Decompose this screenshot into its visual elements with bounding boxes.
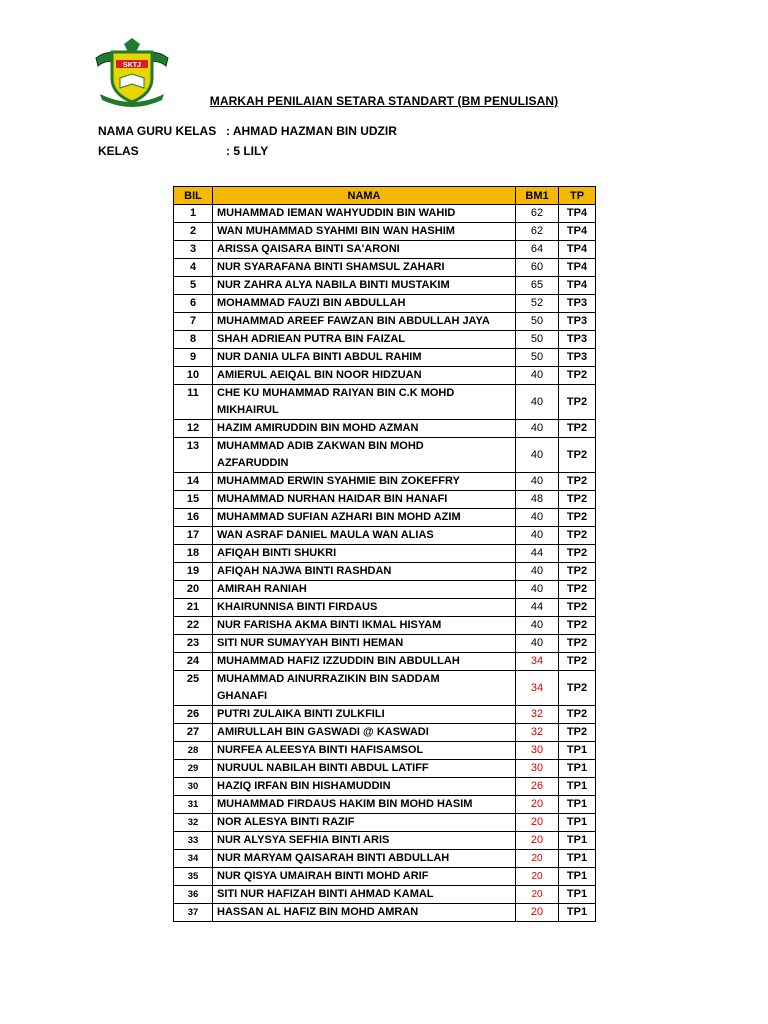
table-row — [174, 814, 596, 832]
table-row — [174, 509, 596, 527]
cell-nama-line: MOHAMMAD FAUZI BIN ABDULLAH — [217, 297, 406, 309]
cell-bil: 33 — [174, 832, 213, 850]
cell-tp: TP1 — [559, 850, 596, 868]
cell-bil: 16 — [174, 509, 213, 527]
cell-bil: 18 — [174, 545, 213, 563]
cell-tp: TP2 — [559, 706, 596, 724]
cell-nama-line: NURFEA ALEESYA BINTI HAFISAMSOL — [217, 744, 424, 756]
cell-nama-line-2: MIKHAIRUL — [217, 404, 279, 416]
table-row — [174, 581, 596, 599]
cell-nama-line: MUHAMMAD IEMAN WAHYUDDIN BIN WAHID — [217, 207, 456, 219]
cell-bil: 19 — [174, 563, 213, 581]
cell-bil: 1 — [174, 205, 213, 223]
table-row — [174, 527, 596, 545]
cell-bm1: 34 — [516, 653, 559, 671]
cell-nama-line: SITI NUR SUMAYYAH BINTI HEMAN — [217, 637, 404, 649]
cell-tp: TP3 — [559, 313, 596, 331]
cell-bm1: 40 — [516, 617, 559, 635]
cell-tp: TP2 — [559, 473, 596, 491]
cell-nama — [213, 527, 516, 545]
cell-bil: 10 — [174, 367, 213, 385]
cell-nama-line: AFIQAH BINTI SHUKRI — [217, 547, 337, 559]
cell-nama-line: NUR MARYAM QAISARAH BINTI ABDULLAH — [217, 852, 450, 864]
cell-nama — [213, 706, 516, 724]
table-row — [174, 420, 596, 438]
cell-nama — [213, 563, 516, 581]
cell-nama — [213, 295, 516, 313]
cell-nama-line-2: AZFARUDDIN — [217, 457, 289, 469]
document-title: MARKAH PENILAIAN SETARA STANDART (BM PENULISAN) — [209, 94, 559, 108]
cell-nama-line: WAN ASRAF DANIEL MAULA WAN ALIAS — [217, 529, 434, 541]
cell-nama — [213, 904, 516, 922]
cell-tp: TP1 — [559, 832, 596, 850]
cell-tp: TP4 — [559, 205, 596, 223]
cell-bm1: 20 — [516, 868, 559, 886]
table-row — [174, 653, 596, 671]
cell-nama-line: SITI NUR HAFIZAH BINTI AHMAD KAMAL — [217, 888, 434, 900]
cell-tp: TP2 — [559, 385, 596, 420]
cell-bm1: 50 — [516, 331, 559, 349]
cell-tp: TP2 — [559, 545, 596, 563]
cell-bm1: 50 — [516, 313, 559, 331]
cell-tp: TP2 — [559, 635, 596, 653]
cell-nama-line-2: GHANAFI — [217, 690, 268, 702]
cell-bm1: 20 — [516, 904, 559, 922]
table-row — [174, 742, 596, 760]
cell-bm1: 30 — [516, 760, 559, 778]
cell-bil: 29 — [174, 760, 213, 778]
cell-nama-line: HAZIM AMIRUDDIN BIN MOHD AZMAN — [217, 422, 419, 434]
cell-nama — [213, 420, 516, 438]
cell-bm1: 62 — [516, 223, 559, 241]
table-row — [174, 599, 596, 617]
cell-tp: TP3 — [559, 349, 596, 367]
cell-nama-line: NUR DANIA ULFA BINTI ABDUL RAHIM — [217, 351, 422, 363]
cell-nama — [213, 814, 516, 832]
cell-nama — [213, 491, 516, 509]
table-row — [174, 706, 596, 724]
cell-bm1: 26 — [516, 778, 559, 796]
cell-tp: TP2 — [559, 420, 596, 438]
class-teacher-value: : AHMAD HAZMAN BIN UDZIR — [226, 124, 397, 138]
cell-nama-line: AMIERUL AEIQAL BIN NOOR HIDZUAN — [217, 369, 422, 381]
cell-nama — [213, 438, 516, 473]
cell-nama — [213, 617, 516, 635]
cell-tp: TP4 — [559, 223, 596, 241]
cell-bm1: 20 — [516, 850, 559, 868]
cell-nama-line: MUHAMMAD ERWIN SYAHMIE BIN ZOKEFFRY — [217, 475, 460, 487]
cell-bm1: 44 — [516, 599, 559, 617]
cell-nama — [213, 635, 516, 653]
cell-tp: TP1 — [559, 778, 596, 796]
cell-bil: 27 — [174, 724, 213, 742]
cell-tp: TP1 — [559, 886, 596, 904]
cell-bil: 14 — [174, 473, 213, 491]
cell-bil: 36 — [174, 886, 213, 904]
table-row — [174, 563, 596, 581]
cell-bil: 7 — [174, 313, 213, 331]
cell-bm1: 20 — [516, 796, 559, 814]
cell-tp: TP2 — [559, 653, 596, 671]
cell-nama — [213, 886, 516, 904]
cell-bil: 24 — [174, 653, 213, 671]
cell-nama — [213, 223, 516, 241]
header-nama: NAMA — [213, 187, 516, 205]
table-row — [174, 886, 596, 904]
table-row — [174, 331, 596, 349]
cell-bil: 3 — [174, 241, 213, 259]
cell-nama-line: SHAH ADRIEAN PUTRA BIN FAIZAL — [217, 333, 406, 345]
cell-tp: TP3 — [559, 295, 596, 313]
cell-bm1: 62 — [516, 205, 559, 223]
cell-nama — [213, 545, 516, 563]
cell-bil: 34 — [174, 850, 213, 868]
table-row — [174, 760, 596, 778]
cell-nama — [213, 760, 516, 778]
class-value: : 5 LILY — [226, 144, 269, 158]
cell-bil: 12 — [174, 420, 213, 438]
cell-nama-line: MUHAMMAD NURHAN HAIDAR BIN HANAFI — [217, 493, 448, 505]
cell-nama — [213, 850, 516, 868]
cell-nama-line: HASSAN AL HAFIZ BIN MOHD AMRAN — [217, 906, 419, 918]
table-body — [174, 205, 596, 922]
cell-bm1: 48 — [516, 491, 559, 509]
cell-tp: TP4 — [559, 241, 596, 259]
cell-bm1: 65 — [516, 277, 559, 295]
cell-bm1: 40 — [516, 438, 559, 473]
cell-bm1: 40 — [516, 420, 559, 438]
cell-bm1: 40 — [516, 635, 559, 653]
cell-nama — [213, 205, 516, 223]
cell-bil: 32 — [174, 814, 213, 832]
cell-bil: 2 — [174, 223, 213, 241]
cell-nama — [213, 724, 516, 742]
cell-tp: TP4 — [559, 259, 596, 277]
cell-tp: TP2 — [559, 527, 596, 545]
table-row — [174, 904, 596, 922]
cell-nama — [213, 742, 516, 760]
cell-bm1: 40 — [516, 385, 559, 420]
class-teacher-line — [98, 124, 397, 138]
cell-bm1: 44 — [516, 545, 559, 563]
cell-nama-line: AMIRAH RANIAH — [217, 583, 307, 595]
cell-nama-line: WAN MUHAMMAD SYAHMI BIN WAN HASHIM — [217, 225, 455, 237]
cell-bm1: 40 — [516, 509, 559, 527]
class-label: KELAS — [98, 144, 139, 158]
table-row — [174, 724, 596, 742]
cell-bm1: 20 — [516, 886, 559, 904]
cell-tp: TP2 — [559, 367, 596, 385]
cell-bil: 21 — [174, 599, 213, 617]
cell-bil: 8 — [174, 331, 213, 349]
cell-nama-line: PUTRI ZULAIKA BINTI ZULKFILI — [217, 708, 385, 720]
cell-nama — [213, 671, 516, 706]
cell-nama — [213, 241, 516, 259]
cell-bm1: 20 — [516, 814, 559, 832]
cell-bil: 9 — [174, 349, 213, 367]
cell-tp: TP2 — [559, 438, 596, 473]
table-row — [174, 850, 596, 868]
cell-bil: 17 — [174, 527, 213, 545]
table-row — [174, 385, 596, 420]
cell-bm1: 34 — [516, 671, 559, 706]
table-row — [174, 473, 596, 491]
table-row — [174, 205, 596, 223]
cell-bil: 13 — [174, 438, 213, 473]
cell-tp: TP1 — [559, 742, 596, 760]
cell-bil: 31 — [174, 796, 213, 814]
header-tp: TP — [559, 187, 596, 205]
cell-nama — [213, 331, 516, 349]
table-row — [174, 671, 596, 706]
cell-nama-line: NUR ZAHRA ALYA NABILA BINTI MUSTAKIM — [217, 279, 450, 291]
cell-nama-line: KHAIRUNNISA BINTI FIRDAUS — [217, 601, 378, 613]
cell-tp: TP1 — [559, 868, 596, 886]
table-row — [174, 778, 596, 796]
cell-bil: 5 — [174, 277, 213, 295]
cell-nama-line: MUHAMMAD AREEF FAWZAN BIN ABDULLAH JAYA — [217, 315, 490, 327]
class-teacher-label: NAMA GURU KELAS — [98, 124, 217, 138]
table-row — [174, 277, 596, 295]
cell-tp: TP1 — [559, 760, 596, 778]
cell-bm1: 64 — [516, 241, 559, 259]
header-bil: BIL — [174, 187, 213, 205]
cell-nama-line: NUR SYARAFANA BINTI SHAMSUL ZAHARI — [217, 261, 445, 273]
table-row — [174, 295, 596, 313]
cell-nama — [213, 581, 516, 599]
table-row — [174, 223, 596, 241]
cell-nama-line: ARISSA QAISARA BINTI SA'ARONI — [217, 243, 400, 255]
table-row — [174, 313, 596, 331]
header-bm1: BM1 — [516, 187, 559, 205]
cell-bm1: 60 — [516, 259, 559, 277]
cell-nama — [213, 796, 516, 814]
cell-bil: 23 — [174, 635, 213, 653]
cell-bil: 20 — [174, 581, 213, 599]
cell-tp: TP2 — [559, 671, 596, 706]
cell-nama-line: MUHAMMAD HAFIZ IZZUDDIN BIN ABDULLAH — [217, 655, 460, 667]
cell-tp: TP2 — [559, 491, 596, 509]
class-line — [98, 144, 268, 158]
table-row — [174, 438, 596, 473]
cell-nama — [213, 778, 516, 796]
cell-nama-line: AMIRULLAH BIN GASWADI @ KASWADI — [217, 726, 429, 738]
cell-nama — [213, 599, 516, 617]
table-row — [174, 617, 596, 635]
cell-bil: 25 — [174, 671, 213, 706]
cell-nama-line: NURUUL NABILAH BINTI ABDUL LATIFF — [217, 762, 429, 774]
cell-bil: 15 — [174, 491, 213, 509]
cell-bm1: 30 — [516, 742, 559, 760]
cell-nama-line: MUHAMMAD AINURRAZIKIN BIN SADDAM — [217, 673, 440, 685]
table-row — [174, 241, 596, 259]
cell-bil: 6 — [174, 295, 213, 313]
cell-bm1: 40 — [516, 527, 559, 545]
cell-bm1: 40 — [516, 581, 559, 599]
table-row — [174, 545, 596, 563]
table-header-row — [174, 187, 596, 205]
cell-nama-line: HAZIQ IRFAN BIN HISHAMUDDIN — [217, 780, 391, 792]
logo-text: SKTJ — [123, 62, 141, 69]
cell-tp: TP1 — [559, 796, 596, 814]
cell-nama — [213, 259, 516, 277]
cell-nama-line: NUR FARISHA AKMA BINTI IKMAL HISYAM — [217, 619, 442, 631]
marks-table — [173, 186, 596, 922]
cell-tp: TP2 — [559, 581, 596, 599]
cell-tp: TP1 — [559, 814, 596, 832]
cell-nama-line: NOR ALESYA BINTI RAZIF — [217, 816, 355, 828]
cell-nama-line: CHE KU MUHAMMAD RAIYAN BIN C.K MOHD — [217, 387, 455, 399]
cell-nama — [213, 653, 516, 671]
cell-bil: 4 — [174, 259, 213, 277]
cell-bil: 28 — [174, 742, 213, 760]
cell-nama-line: MUHAMMAD SUFIAN AZHARI BIN MOHD AZIM — [217, 511, 461, 523]
cell-nama — [213, 832, 516, 850]
cell-tp: TP2 — [559, 724, 596, 742]
table-row — [174, 832, 596, 850]
cell-nama — [213, 385, 516, 420]
cell-tp: TP1 — [559, 904, 596, 922]
cell-tp: TP4 — [559, 277, 596, 295]
cell-tp: TP2 — [559, 509, 596, 527]
cell-bil: 35 — [174, 868, 213, 886]
table-row — [174, 635, 596, 653]
cell-nama-line: NUR ALYSYA SEFHIA BINTI ARIS — [217, 834, 390, 846]
cell-tp: TP3 — [559, 331, 596, 349]
cell-nama — [213, 349, 516, 367]
cell-bm1: 50 — [516, 349, 559, 367]
cell-bm1: 52 — [516, 295, 559, 313]
cell-nama — [213, 868, 516, 886]
cell-bil: 26 — [174, 706, 213, 724]
table-row — [174, 491, 596, 509]
cell-bil: 37 — [174, 904, 213, 922]
table-row — [174, 868, 596, 886]
cell-nama-line: MUHAMMAD FIRDAUS HAKIM BIN MOHD HASIM — [217, 798, 473, 810]
cell-tp: TP2 — [559, 617, 596, 635]
cell-nama — [213, 277, 516, 295]
cell-tp: TP2 — [559, 599, 596, 617]
cell-bil: 11 — [174, 385, 213, 420]
cell-nama-line: AFIQAH NAJWA BINTI RASHDAN — [217, 565, 392, 577]
table-row — [174, 367, 596, 385]
cell-bm1: 40 — [516, 563, 559, 581]
cell-nama — [213, 313, 516, 331]
table-row — [174, 259, 596, 277]
cell-bm1: 40 — [516, 367, 559, 385]
cell-bm1: 32 — [516, 724, 559, 742]
cell-tp: TP2 — [559, 563, 596, 581]
cell-nama-line: NUR QISYA UMAIRAH BINTI MOHD ARIF — [217, 870, 429, 882]
table-row — [174, 796, 596, 814]
cell-nama — [213, 367, 516, 385]
cell-bm1: 32 — [516, 706, 559, 724]
cell-bil: 30 — [174, 778, 213, 796]
cell-bm1: 40 — [516, 473, 559, 491]
cell-nama — [213, 473, 516, 491]
cell-bil: 22 — [174, 617, 213, 635]
cell-nama-line: MUHAMMAD ADIB ZAKWAN BIN MOHD — [217, 440, 424, 452]
table-row — [174, 349, 596, 367]
cell-bm1: 20 — [516, 832, 559, 850]
cell-nama — [213, 509, 516, 527]
